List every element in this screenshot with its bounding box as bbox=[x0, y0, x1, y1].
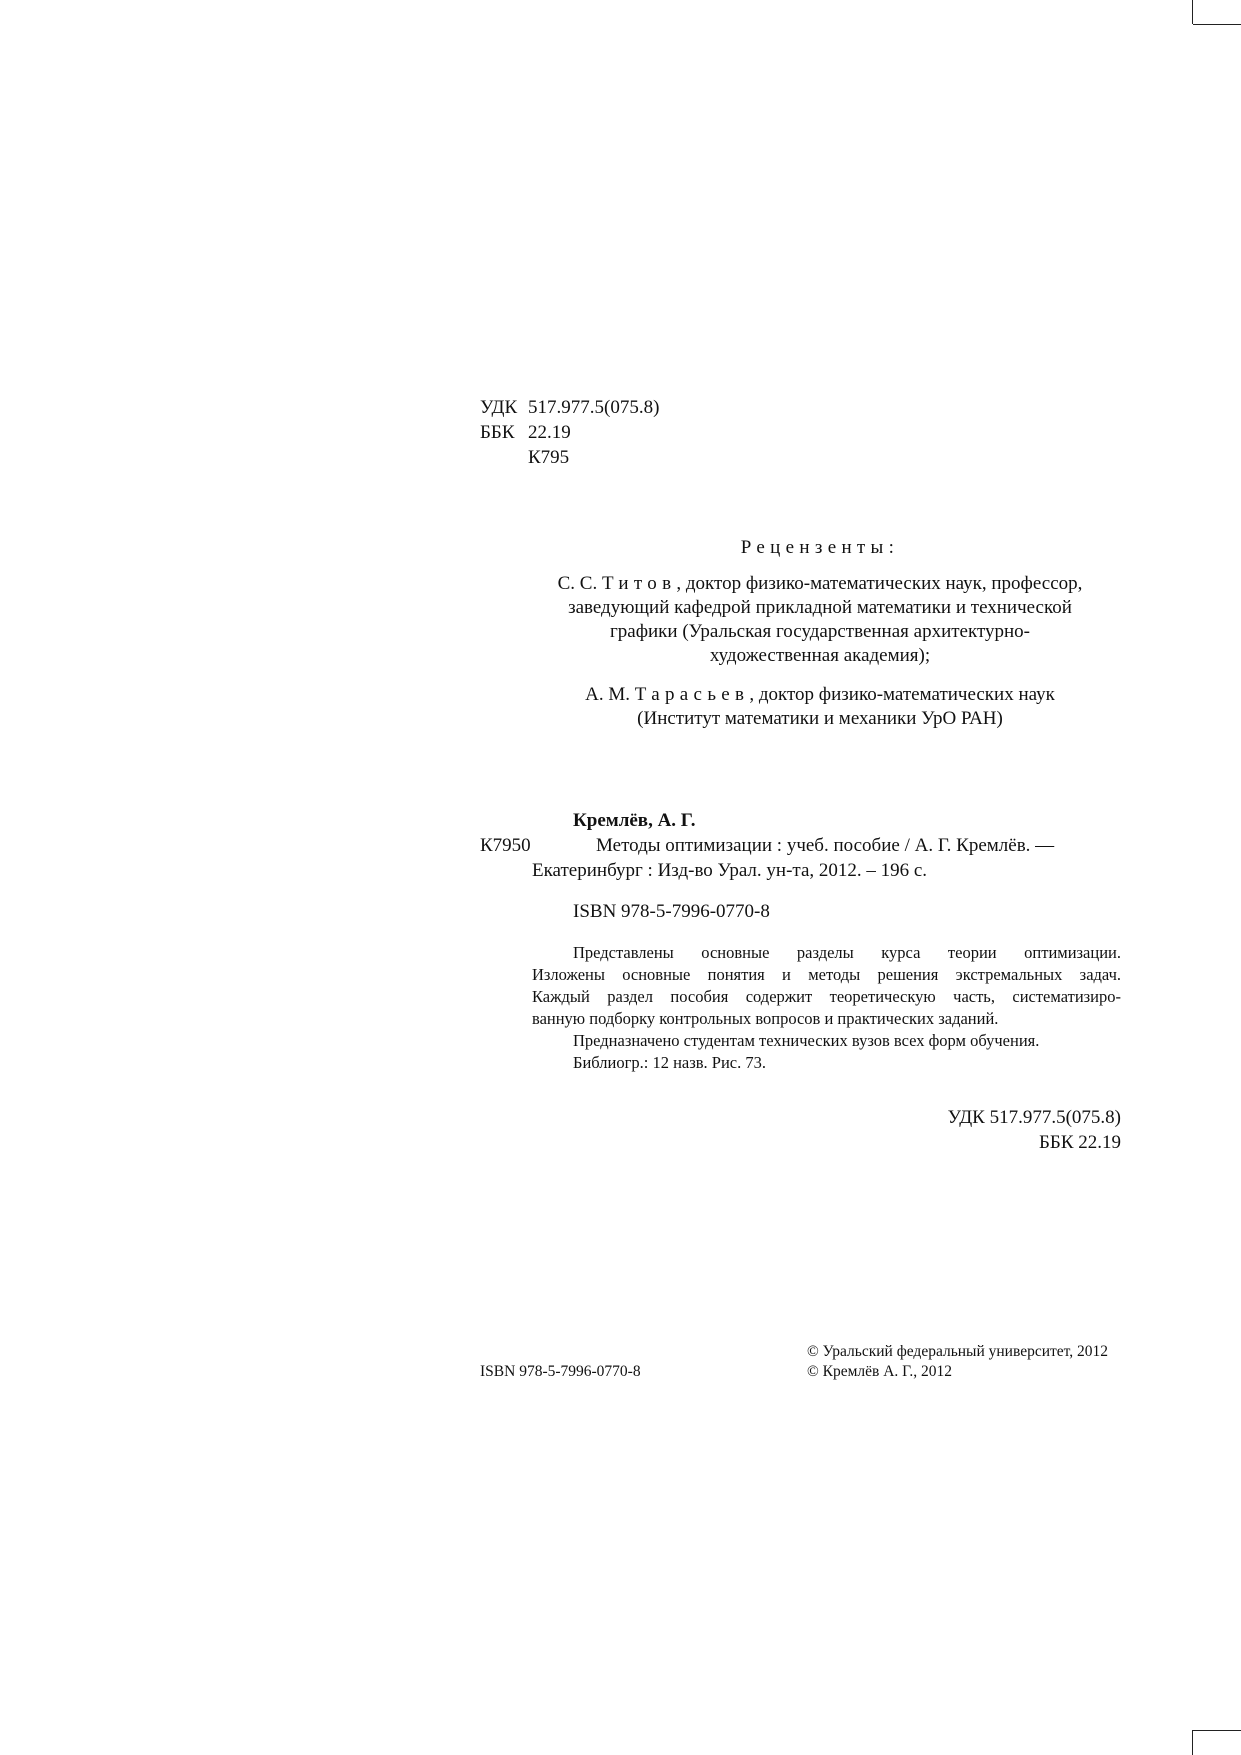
annotation bbox=[532, 942, 1121, 1074]
reviewer-2-surname: Тарасьев bbox=[634, 684, 750, 705]
udk-line bbox=[480, 396, 659, 420]
catalog-isbn: ISBN 978-5-7996-0770-8 bbox=[573, 901, 770, 922]
bbk-value: 22.19 bbox=[528, 422, 571, 443]
annotation-bibliography: Библиогр.: 12 назв. Рис. 73. bbox=[573, 1053, 766, 1072]
annotation-line-2: Изложены основные понятия и методы решения экстремальных задач. bbox=[532, 965, 1121, 984]
catalog-imprint-line: Екатеринбург : Изд-во Урал. ун-та, 2012. – 196 с. bbox=[532, 860, 928, 881]
bottom-bbk: ББК 22.19 bbox=[1039, 1132, 1121, 1153]
footer-isbn: ISBN 978-5-7996-0770-8 bbox=[480, 1363, 641, 1380]
annotation-line-1: Представлены основные разделы курса теории оптимизации. bbox=[573, 943, 1121, 962]
catalog-code: К7950 bbox=[480, 835, 531, 856]
reviewer-2-line-2: (Институт математики и механики УрО РАН) bbox=[637, 708, 1003, 729]
reviewer-2-initials: А. М. bbox=[585, 684, 631, 705]
annotation-line-3: Каждый раздел пособия содержит теоретическую часть, систематизиро- bbox=[532, 987, 1121, 1006]
reviewer-1-line-3: графики (Уральская государственная архитектурно- bbox=[609, 621, 1031, 642]
reviewer-1-desc-1: , доктор физико-математических наук, профессор, bbox=[676, 573, 1083, 594]
crop-mark-top-vertical bbox=[1192, 0, 1193, 24]
bottom-udk: УДК 517.977.5(075.8) bbox=[947, 1107, 1121, 1128]
reviewer-2-desc-1: , доктор физико-математических наук bbox=[749, 684, 1055, 705]
footer-copyright-2: © Кремлёв А. Г., 2012 bbox=[807, 1363, 953, 1380]
reviewer-2 bbox=[520, 683, 1120, 731]
reviewer-1-initials: С. С. bbox=[557, 573, 598, 594]
crop-mark-bottom-vertical bbox=[1192, 1730, 1193, 1755]
reviewer-2-line-1 bbox=[520, 683, 1120, 707]
reviewer-1-line-2: заведующий кафедрой прикладной математики и технической bbox=[568, 597, 1072, 618]
udk-value: 517.977.5(075.8) bbox=[528, 397, 660, 418]
crop-mark-top-horizontal bbox=[1193, 24, 1241, 25]
catalog-title-line: Методы оптимизации : учеб. пособие / А. Г. Кремлёв. — bbox=[596, 835, 1055, 856]
catalog-author: Кремлёв, А. Г. bbox=[573, 810, 696, 831]
annotation-audience: Предназначено студентам технических вузов всех форм обучения. bbox=[573, 1031, 1040, 1050]
reviewer-1-line-4: художественная академия); bbox=[709, 645, 931, 666]
annotation-line-4: ванную подборку контрольных вопросов и практических заданий. bbox=[532, 1009, 999, 1028]
bbk-line bbox=[480, 421, 571, 445]
udk-label: УДК bbox=[480, 397, 518, 418]
reviewers-heading: Рецензенты: bbox=[740, 537, 900, 558]
footer-copyright-1: © Уральский федеральный университет, 2012 bbox=[807, 1343, 1109, 1360]
reviewer-1-line-1 bbox=[520, 572, 1120, 596]
bbk-label: ББК bbox=[480, 422, 515, 443]
author-mark: К795 bbox=[528, 447, 570, 468]
reviewer-1-surname: Титов bbox=[601, 573, 677, 594]
reviewer-1 bbox=[520, 572, 1120, 668]
crop-mark-bottom-horizontal bbox=[1193, 1730, 1241, 1731]
